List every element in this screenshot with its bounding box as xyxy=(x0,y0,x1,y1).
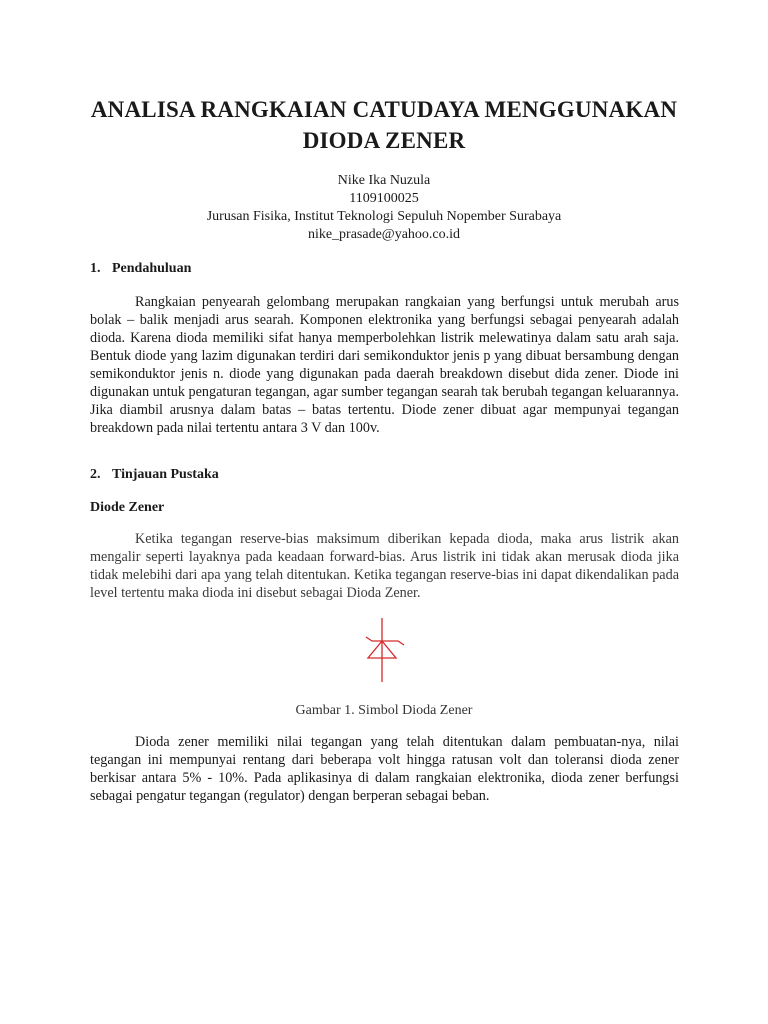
figure-caption: Gambar 1. Simbol Dioda Zener xyxy=(295,703,473,718)
section-2-heading xyxy=(90,466,219,484)
section-2-title: Tinjauan Pustaka xyxy=(112,467,219,482)
author-block xyxy=(60,172,708,244)
document-title xyxy=(60,94,708,156)
author-id: 1109100025 xyxy=(349,191,419,206)
section-1-number: 1. xyxy=(90,261,101,276)
section-2-paragraph-2: Dioda zener memiliki nilai tegangan yang telah ditentukan dalam pembuatan-nya, nilai tegangan ini mempunyai rentang dari beberapa volt hingga ratusan volt dan toleransi dioda zener berkisar antara 5% - 10%. Pada aplikasinya di dalam rangkaian elektronika, dioda zener berfungsi sebagai pengatur tegangan (regulator) dengan berperan sebagai beban. xyxy=(90,734,679,804)
section-1-title: Pendahuluan xyxy=(112,261,192,276)
title-line-2: DIODA ZENER xyxy=(302,128,466,153)
zener-diode-symbol-icon xyxy=(352,618,412,682)
subheading-diode-zener: Diode Zener xyxy=(90,500,165,515)
section-2-number: 2. xyxy=(90,467,101,482)
zener-diode-strokes xyxy=(366,618,404,682)
section-2-paragraph-1: Ketika tegangan reserve-bias maksimum diberikan kepada dioda, maka arus listrik akan mengalir seperti layaknya pada keadaan forward-bias. Arus listrik ini tidak akan merusak dioda jika tidak melebihi dari apa yang telah ditentukan. Ketika tegangan reserve-bias ini dapat dikendalikan pada level tertentu maka dioda ini disebut sebagai Dioda Zener. xyxy=(90,531,679,601)
author-name: Nike Ika Nuzula xyxy=(337,173,431,188)
section-1-heading xyxy=(90,260,191,278)
author-affiliation: Jurusan Fisika, Institut Teknologi Sepuluh Nopember Surabaya xyxy=(206,209,562,224)
author-email: nike_prasade@yahoo.co.id xyxy=(307,227,461,242)
title-line-1: ANALISA RANGKAIAN CATUDAYA MENGGUNAKAN xyxy=(90,97,678,122)
section-1-paragraph: Rangkaian penyearah gelombang merupakan rangkaian yang berfungsi untuk merubah arus bolak – balik menjadi arus searah. Komponen elektronika yang berfungsi sebagai penyearah adalah dioda. Karena dioda memiliki sifat hanya memperbolehkan listrik melewatinya dalam satu arah saja. Bentuk diode yang lazim digunakan terdiri dari semikonduktor jenis p yang dibuat bersambung dengan semikonduktor jenis n. diode yang digunakan pada daerah breakdown disebut dida zener. Diode ini digunakan untuk pengaturan tegangan, agar sumber tegangan searah tak berubah tegangan keluarannya. Jika diambil arusnya dalam batas – batas tertentu. Diode zener dibuat agar mempunyai tegangan breakdown pada nilai tertentu antara 3 V dan 100v. xyxy=(90,294,679,436)
